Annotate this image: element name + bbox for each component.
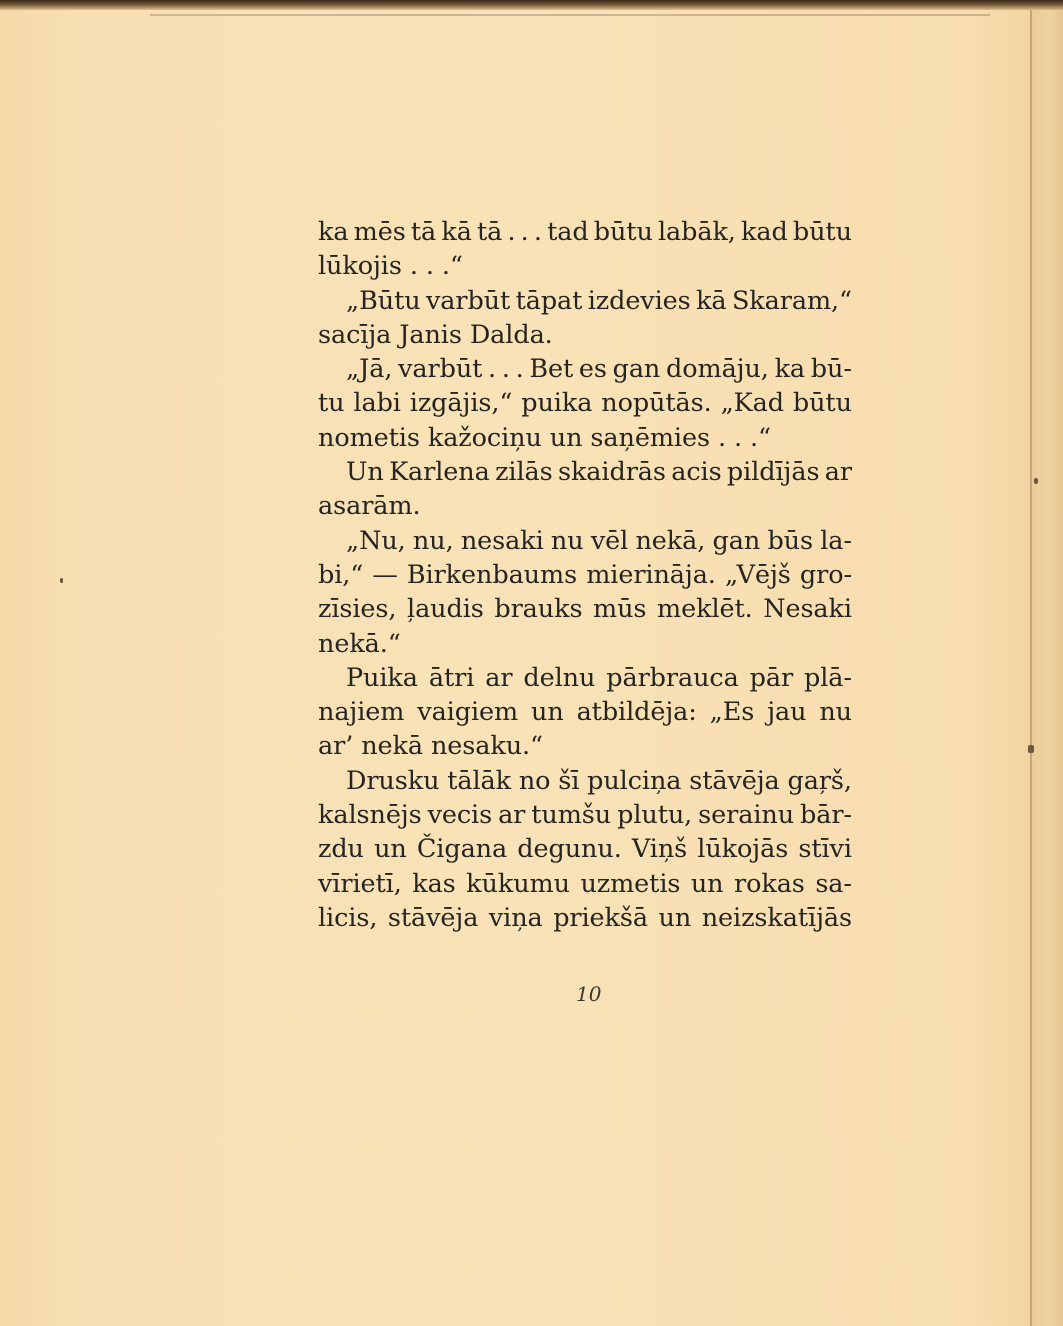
- word: varbūt: [425, 285, 511, 316]
- word: tu: [318, 388, 345, 419]
- word: acis: [671, 457, 722, 488]
- text-line: [318, 695, 852, 729]
- word: tā: [410, 217, 437, 247]
- word: vecis: [427, 800, 493, 831]
- word: nu: [819, 697, 852, 728]
- text-line: asarām.: [318, 491, 421, 522]
- word: .: [501, 354, 510, 385]
- word: gaŗš,: [787, 765, 852, 796]
- text-line: nometis kažociņu un saņēmies . . .“: [318, 422, 771, 453]
- word: Karlena: [389, 457, 490, 488]
- word: izdevies: [587, 285, 691, 316]
- word: rokas: [734, 868, 805, 899]
- word: Viņš: [631, 834, 688, 865]
- word: meklēt.: [657, 594, 753, 625]
- word: būs: [767, 525, 813, 556]
- word: skaidrās: [557, 457, 666, 488]
- word: bār-: [800, 800, 852, 831]
- word: —: [372, 559, 398, 590]
- word: sa-: [815, 868, 852, 899]
- word: ka: [318, 217, 349, 247]
- text-line: nekā.“: [318, 628, 401, 659]
- word: kūkumu: [466, 868, 570, 899]
- word: Skaram,“: [731, 285, 852, 316]
- word: varbūt: [398, 354, 483, 385]
- word: pārbrauca: [606, 662, 739, 693]
- word: Bet: [529, 354, 574, 385]
- word: nu,: [412, 525, 454, 556]
- word: pildījās: [726, 457, 820, 488]
- text-line: [318, 352, 852, 386]
- word: ātri: [428, 662, 475, 693]
- text-line: [318, 455, 852, 489]
- word: plutu,: [617, 800, 693, 831]
- word: „Vējš: [724, 559, 791, 590]
- word: Birkenbaums: [406, 559, 578, 590]
- word: kas: [412, 868, 456, 899]
- word: priekšā: [553, 902, 648, 933]
- word: stāvēja: [387, 902, 479, 933]
- word: .: [520, 217, 529, 247]
- word: domāju,: [666, 354, 769, 385]
- word: jau: [767, 697, 807, 728]
- word: „Kad: [720, 388, 784, 419]
- word: ka: [774, 354, 806, 385]
- word: ļaudis: [407, 594, 484, 625]
- word: kā: [441, 217, 472, 247]
- word: nopūtās.: [601, 388, 712, 419]
- word: pār: [749, 662, 794, 693]
- word: nekā,: [635, 525, 706, 556]
- word: no: [518, 765, 551, 796]
- word: .: [507, 217, 516, 247]
- word: Un: [346, 457, 384, 488]
- paper-speck: [1034, 478, 1038, 484]
- word: ar: [485, 662, 513, 693]
- word: serainu: [698, 800, 795, 831]
- word: stāvēja: [689, 765, 780, 796]
- text-line: lūkojis . . .“: [318, 251, 463, 282]
- word: .: [488, 354, 497, 385]
- word: labāk,: [657, 217, 736, 247]
- word: bi,“: [318, 559, 364, 590]
- word: Nesaki: [763, 594, 852, 625]
- word: būtu: [593, 217, 653, 247]
- word: uzmetis: [580, 868, 681, 899]
- word: būtu: [792, 388, 852, 419]
- word: zilās: [495, 457, 553, 488]
- text-line: [318, 284, 852, 318]
- word: licis,: [318, 902, 378, 933]
- word: tālāk: [447, 765, 512, 796]
- word: zīsies,: [318, 594, 397, 625]
- word: Puika: [346, 662, 418, 693]
- text-line: [318, 867, 852, 901]
- text-line: [318, 798, 852, 832]
- word: kad: [741, 217, 788, 247]
- word: ar: [824, 457, 852, 488]
- word: mierināja.: [586, 559, 716, 590]
- text-line: [318, 386, 852, 420]
- word: es: [578, 354, 607, 385]
- next-page-strip: [1032, 10, 1063, 1326]
- word: brauks: [494, 594, 583, 625]
- word: degunu.: [517, 834, 622, 865]
- top-rule: [150, 14, 990, 16]
- paper-speck: [1028, 745, 1034, 753]
- word: būtu: [792, 217, 852, 247]
- text-line: [318, 558, 852, 592]
- word: tā: [477, 217, 503, 247]
- word: viņa: [488, 902, 543, 933]
- word: un: [690, 868, 724, 899]
- word: izgājis,“: [409, 388, 513, 419]
- word: kā: [696, 285, 727, 316]
- word: un: [658, 902, 692, 933]
- text-line: [318, 661, 852, 695]
- word: „Nu,: [346, 525, 406, 556]
- word: nesaki: [460, 525, 544, 556]
- text-line: [318, 764, 852, 798]
- word: labi: [353, 388, 401, 419]
- word: Čigana: [416, 834, 508, 865]
- word: mūs: [593, 594, 647, 625]
- text-line: [318, 215, 852, 249]
- word: pulciņa: [587, 765, 682, 796]
- text-line: [318, 832, 852, 866]
- spine-line: [1030, 10, 1032, 1326]
- word: delnu: [523, 662, 596, 693]
- word: .: [533, 217, 542, 247]
- text-line: [318, 524, 852, 558]
- word: stīvi: [798, 834, 852, 865]
- word: neizskatījās: [701, 902, 852, 933]
- word: nu: [550, 525, 584, 556]
- word: kalsnējs: [318, 800, 422, 831]
- word: najiem: [318, 697, 405, 728]
- word: un: [531, 697, 564, 728]
- text-line: ar’ nekā nesaku.“: [318, 731, 543, 762]
- word: tāpat: [515, 285, 583, 316]
- word: vēl: [590, 525, 629, 556]
- word: lūkojās: [697, 834, 789, 865]
- word: gan: [712, 525, 761, 556]
- word: vaigiem: [417, 697, 519, 728]
- word: gro-: [799, 559, 852, 590]
- word: la-: [820, 525, 852, 556]
- body-text: [318, 215, 852, 935]
- page-top-edge: [0, 0, 1063, 10]
- paper-speck: [60, 578, 63, 583]
- word: bū-: [810, 354, 852, 385]
- word: tumšu: [531, 800, 612, 831]
- word: Drusku: [346, 765, 440, 796]
- word: „Jā,: [346, 354, 393, 385]
- word: tad: [547, 217, 589, 247]
- word: atbildēja:: [576, 697, 697, 728]
- word: zdu: [318, 834, 364, 865]
- word: vīrietī,: [318, 868, 402, 899]
- word: gan: [612, 354, 661, 385]
- word: un: [374, 834, 407, 865]
- text-line: [318, 901, 852, 935]
- text-line: [318, 592, 852, 626]
- word: šī: [558, 765, 580, 796]
- word: plā-: [804, 662, 852, 693]
- word: mēs: [353, 217, 406, 247]
- text-line: sacīja Janis Dalda.: [318, 319, 553, 350]
- word: „Būtu: [346, 285, 421, 316]
- word: ar: [498, 800, 526, 831]
- word: .: [515, 354, 524, 385]
- page-number: 10: [576, 982, 602, 1006]
- word: „Es: [709, 697, 755, 728]
- word: puika: [521, 388, 593, 419]
